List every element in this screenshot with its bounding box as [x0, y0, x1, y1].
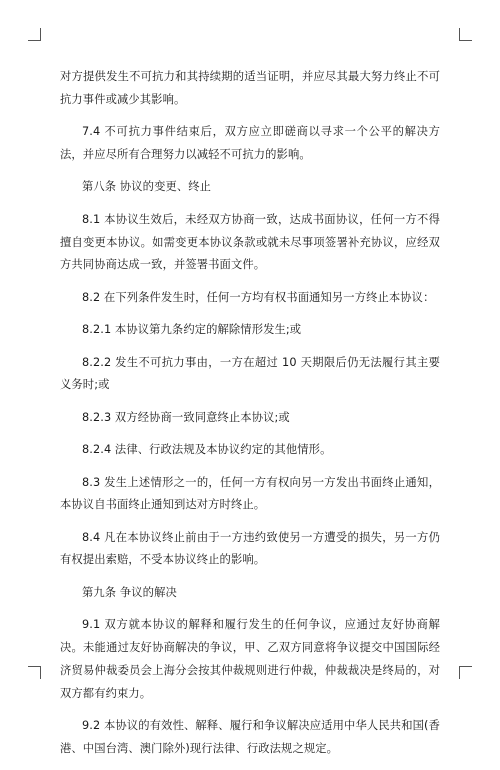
article-9-heading: 第九条 争议的解决 — [82, 585, 177, 599]
clause-8-4: 8.4 凡在本协议终止前由于一方违约致使另一方遭受的损失，另一方仍有权提出索赔，不受本协议终止的影响。 — [60, 530, 440, 567]
clause-8-1: 8.1 本协议生效后，未经双方协商一致，达成书面协议，任何一方不得擅自变更本协议。如需变更本协议条款或就未尽事项签署补充协议，应经双方共同协商达成一致，并签署书面文件。 — [60, 212, 440, 272]
crop-mark-top-left — [28, 28, 41, 41]
clause-8-2-3: 8.2.3 双方经协商一致同意终止本协议;或 — [82, 410, 290, 424]
clause-8-2-1: 8.2.1 本协议第九条约定的解除情形发生;或 — [82, 323, 302, 337]
clause-9-2: 9.2 本协议的有效性、解释、履行和争议解决应适用中华人民共和国(香港、中国台湾、澳门除外)现行法律、行政法规之规定。 — [60, 719, 440, 755]
article-8-heading: 第八条 协议的变更、终止 — [82, 180, 212, 194]
paragraph-continuation: 对方提供发生不可抗力和其持续期的适当证明，并应尽其最大努力终止不可抗力事件或减少其影响。 — [60, 70, 440, 106]
clause-7-4: 7.4 不可抗力事件结束后，双方应立即磋商以寻求一个公平的解决方法，并应尽所有合理努力以减轻不可抗力的影响。 — [60, 125, 440, 161]
crop-mark-bottom-right — [459, 666, 472, 679]
clause-8-3: 8.3 发生上述情形之一的，任何一方有权向另一方发出书面终止通知，本协议自书面终止通知到达对方时终止。 — [60, 475, 440, 512]
crop-mark-top-right — [459, 28, 472, 41]
clause-9-1: 9.1 双方就本协议的解释和履行发生的任何争议，应通过友好协商解决。未能通过友好协商解决的争议，甲、乙双方同意将争议提交中国国际经济贸易仲裁委员会上海分会按其仲裁规则进行仲裁，仲裁裁决是终局的，对双方都有约束力。 — [60, 618, 440, 700]
crop-mark-bottom-left — [28, 666, 41, 679]
clause-8-2: 8.2 在下列条件发生时，任何一方均有权书面通知另一方终止本协议： — [82, 290, 435, 304]
clause-8-2-2: 8.2.2 发生不可抗力事由，一方在超过 10 天期限后仍无法履行其主要义务时;或 — [60, 355, 440, 392]
clause-8-2-4: 8.2.4 法律、行政法规及本协议约定的其他情形。 — [82, 443, 332, 457]
document-page — [60, 66, 440, 770]
